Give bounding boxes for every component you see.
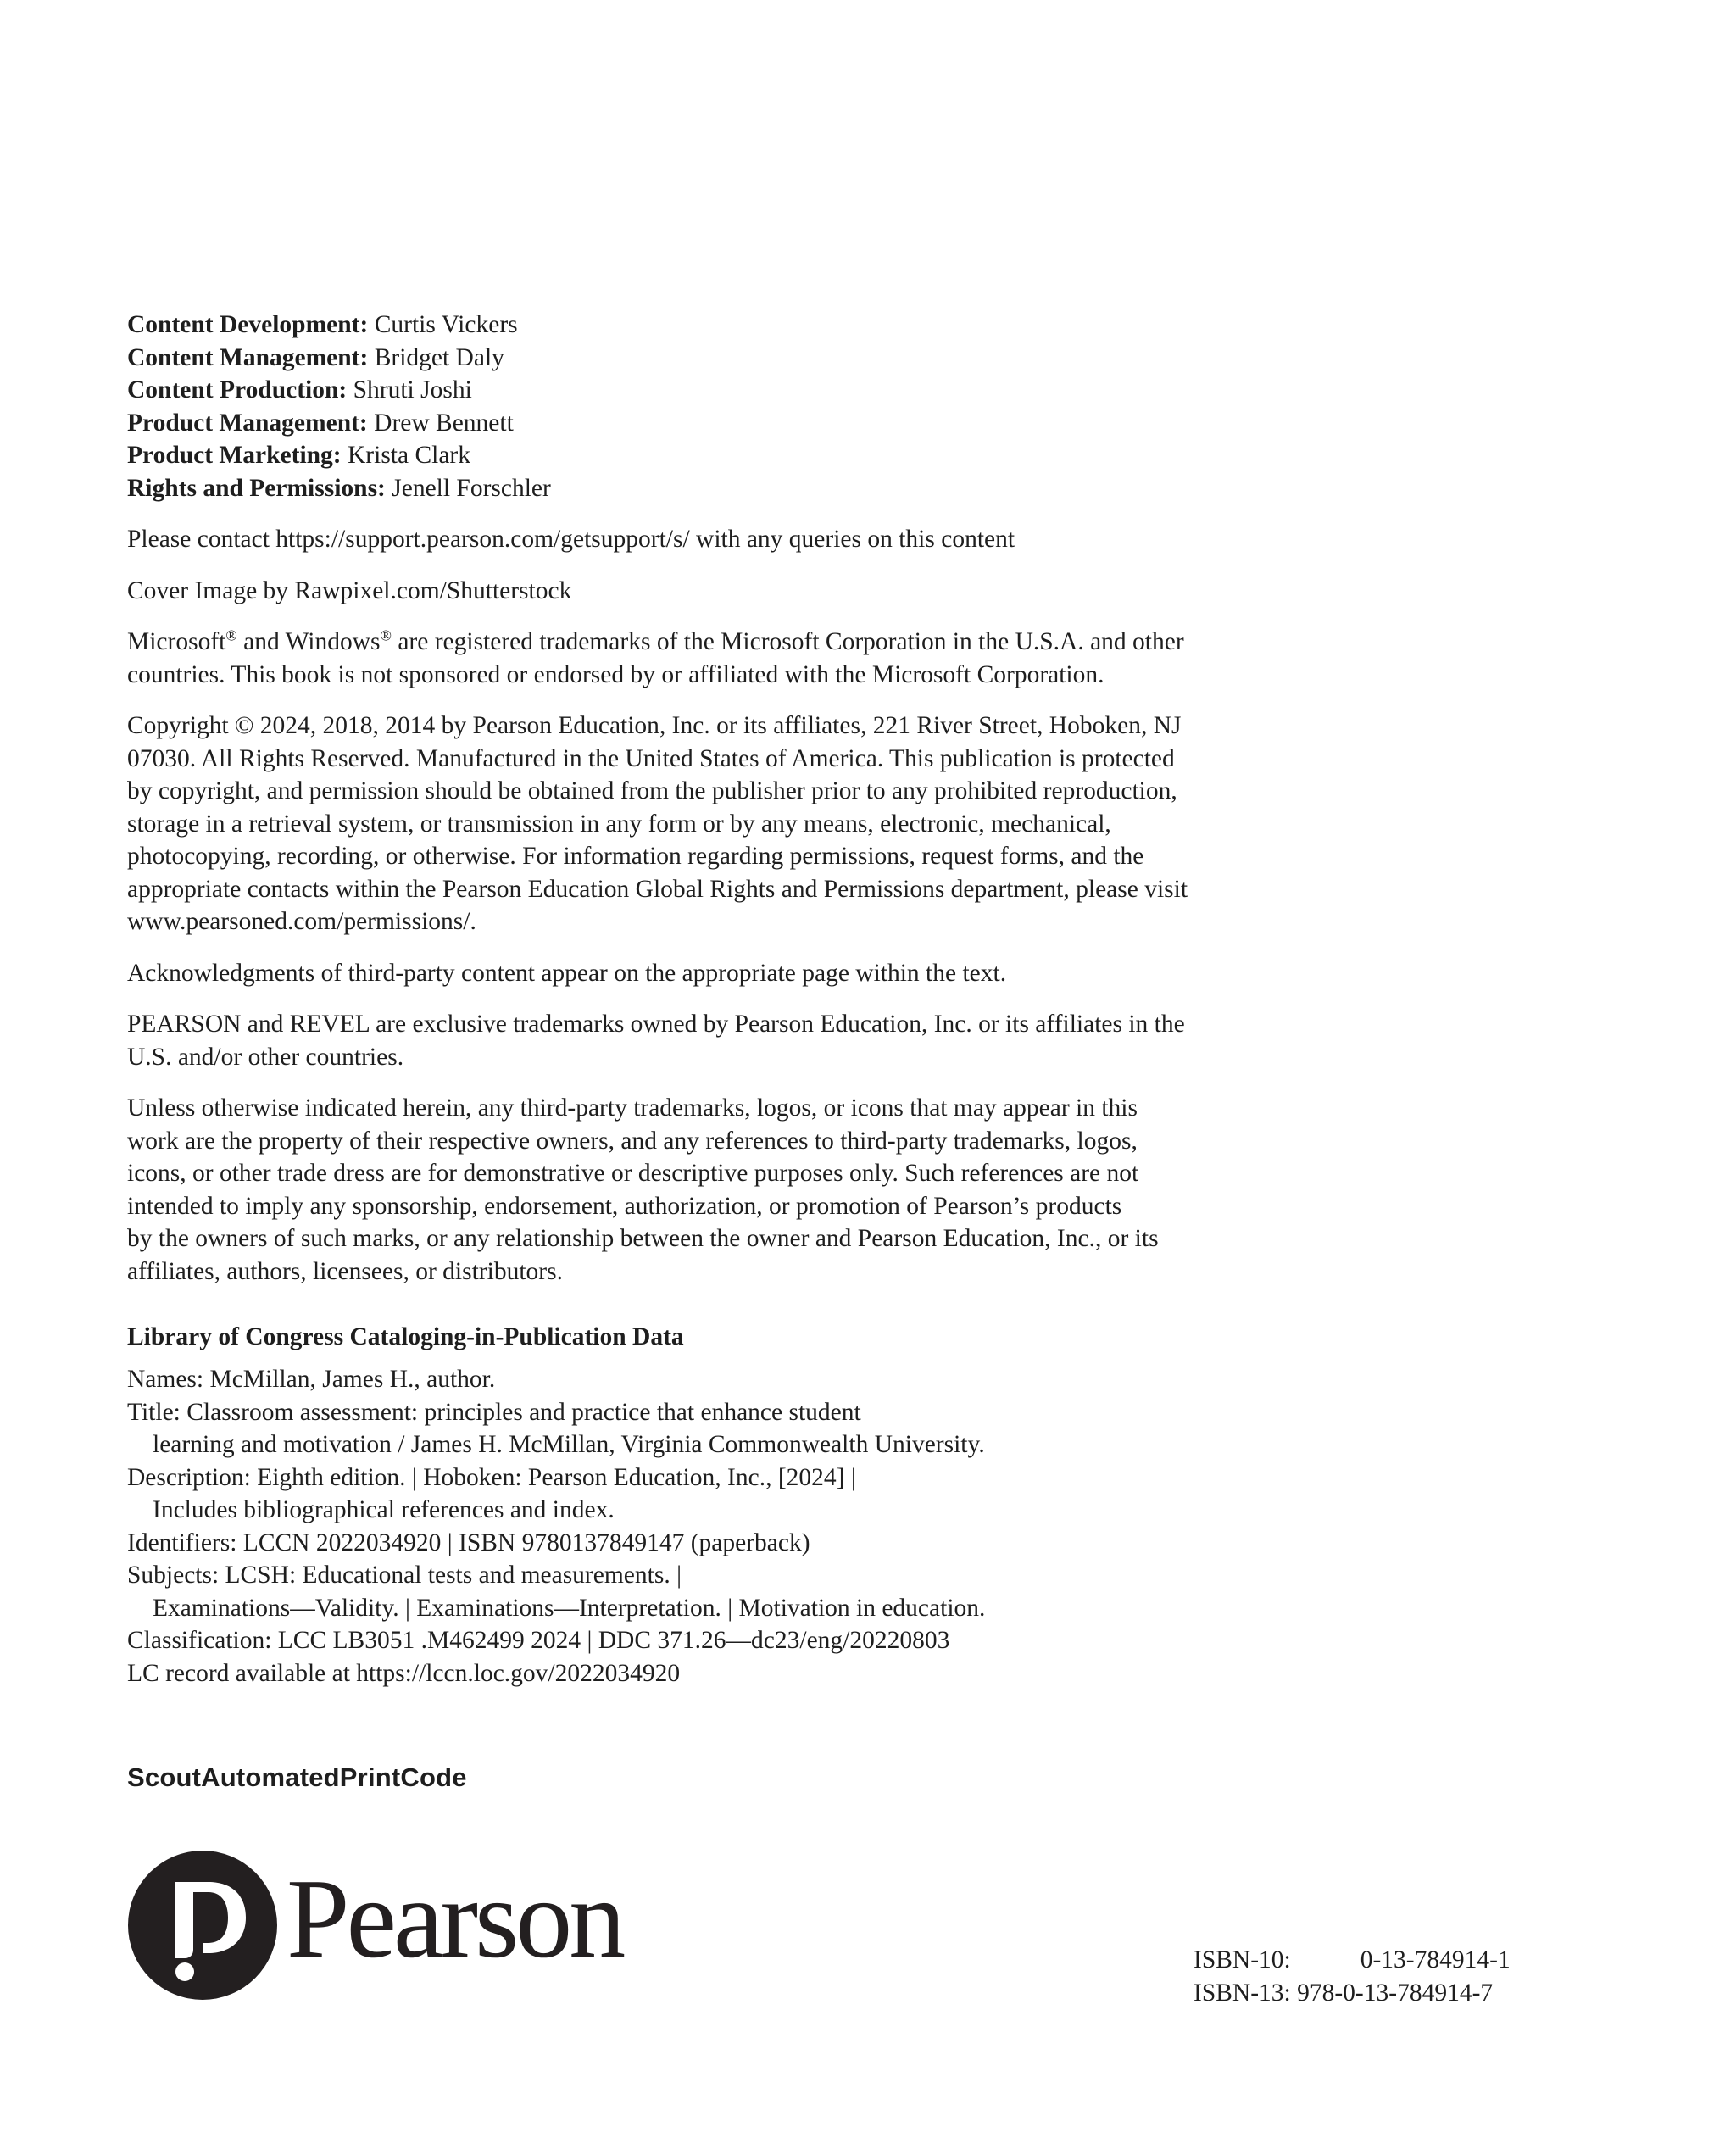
acknowledgments-text: Acknowledgments of third-party content appear on the appropriate page within the text. xyxy=(127,959,1007,987)
credit-line xyxy=(127,472,1365,505)
cip-entry: Title: Classroom assessment: principles and practice that enhance student xyxy=(127,1398,861,1426)
credit-name: Bridget Daly xyxy=(368,343,504,371)
isbn-13-row: ISBN-13: 978-0-13-784914-7 xyxy=(1194,1979,1494,2007)
credit-line xyxy=(127,309,1365,342)
pearson-wordmark: Pearson xyxy=(287,1856,623,1981)
third-party-notice: Unless otherwise indicated herein, any third-party trademarks, logos, or icons that may appear in this work are the property of their respective owners, and any references to third-party trademarks, logos, icons, or other trade dress are for demonstrative or descriptive purposes only. Such references are not intended to imply any sponsorship, endorsement, authorization, or promotion of Pearson’s products by the owners of such marks, or any relationship between the owner and Pearson Education, Inc., or its affiliates, authors, licensees, or distributors. xyxy=(127,1094,1159,1285)
credit-name: Curtis Vickers xyxy=(368,311,518,338)
credit-line xyxy=(127,439,1365,472)
cip-entries xyxy=(127,1363,1365,1690)
credits-list xyxy=(127,309,1365,1306)
credit-role: Content Production: xyxy=(127,376,348,404)
credit-name: Krista Clark xyxy=(341,442,471,469)
pearson-logo xyxy=(125,1848,651,2002)
credit-role: Product Marketing: xyxy=(127,442,342,469)
credit-line xyxy=(127,342,1365,375)
pearson-p-icon xyxy=(125,1848,280,2002)
copyright-notice: Copyright © 2024, 2018, 2014 by Pearson Education, Inc. or its affiliates, 221 River Street, Hoboken, NJ 07030. All Rights Reserved. Manufactured in the United States of America. This publication is protected by copyright, and permission should be obtained from the publisher prior to any prohibited reproduction, storage in a retrieval system, or transmission in any form or by any means, electronic, mechanical, photocopying, recording, or otherwise. For information regarding permissions, request forms, and the appropriate contacts within the Pearson Education Global Rights and Permissions department, please visit www.pearsoned.com/permissions/. xyxy=(127,712,1188,935)
credit-name: Jenell Forschler xyxy=(385,474,551,502)
credit-name: Shruti Joshi xyxy=(347,376,472,404)
cover-image-credit: Cover Image by Rawpixel.com/Shutterstock xyxy=(127,576,572,604)
cip-entry: Examinations—Validity. | Examinations—Interpretation. | Motivation in education. xyxy=(153,1594,986,1622)
credit-role: Product Management: xyxy=(127,409,368,437)
isbn-10-value: 0-13-784914-1 xyxy=(1360,1946,1511,1974)
cip-entry: Identifiers: LCCN 2022034920 | ISBN 9780137849147 (paperback) xyxy=(127,1528,810,1556)
isbn-13-value: 978-0-13-784914-7 xyxy=(1297,1979,1494,2007)
credit-role: Content Development: xyxy=(127,311,369,338)
cip-entry: Description: Eighth edition. | Hoboken: Pearson Education, Inc., [2024] | xyxy=(127,1463,856,1491)
credit-role: Content Management: xyxy=(127,343,369,371)
cip-entry: learning and motivation / James H. McMillan, Virginia Commonwealth University. xyxy=(153,1431,985,1458)
credit-role: Rights and Permissions: xyxy=(127,474,386,502)
credit-line xyxy=(127,407,1365,440)
contact-text: Please contact https://support.pearson.com/getsupport/s/ with any queries on this content xyxy=(127,526,1015,553)
isbn-block xyxy=(1194,1944,1511,2009)
cip-entry: Names: McMillan, James H., author. xyxy=(127,1366,496,1393)
trademark-notice: Microsoft® and Windows® are registered trademarks of the Microsoft Corporation in the U.S.A. and other countries. This book is not sponsored or endorsed by or affiliated with the Microsoft Corporation. xyxy=(127,626,1184,688)
cip-entry: Includes bibliographical references and index. xyxy=(153,1496,615,1523)
cip-entry: Classification: LCC LB3051 .M462499 2024 | DDC 371.26—dc23/eng/20220803 xyxy=(127,1627,950,1654)
isbn-10-row: ISBN-10: 0-13-784914-1 xyxy=(1194,1946,1511,1974)
credit-name: Drew Bennett xyxy=(367,409,514,437)
cip-entry: LC record available at https://lccn.loc.gov/2022034920 xyxy=(127,1659,681,1687)
pearson-trademark-notice: PEARSON and REVEL are exclusive trademarks owned by Pearson Education, Inc. or its affiliates in the U.S. and/or other countries. xyxy=(127,1010,1185,1071)
print-code: ScoutAutomatedPrintCode xyxy=(127,1762,467,1792)
credit-line xyxy=(127,374,1365,407)
cip-entry: Subjects: LCSH: Educational tests and measurements. | xyxy=(127,1562,682,1589)
cip-heading: Library of Congress Cataloging-in-Publication Data xyxy=(127,1323,684,1350)
